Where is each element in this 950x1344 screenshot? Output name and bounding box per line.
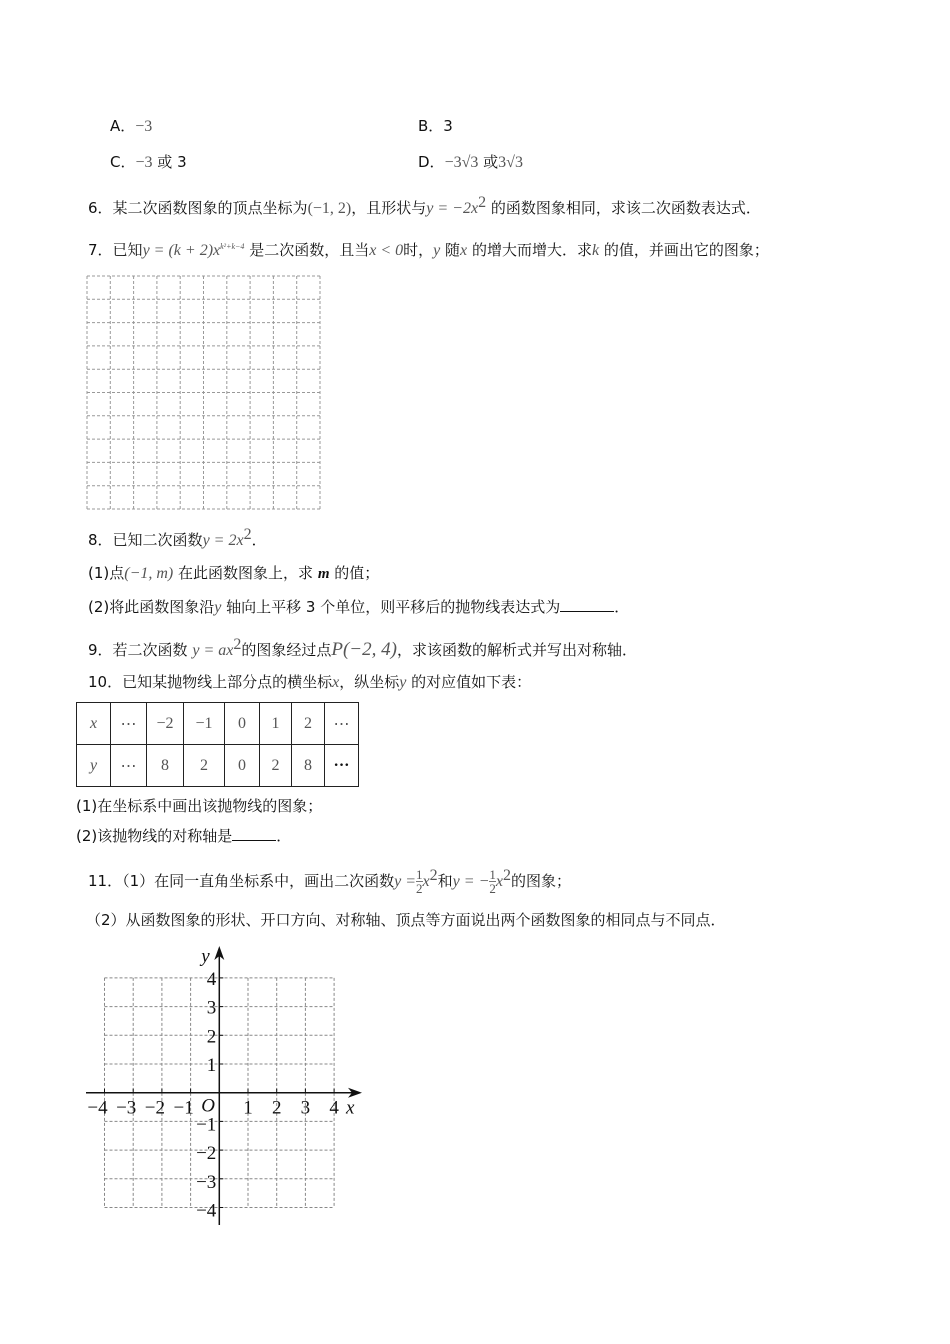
x-tick-label: −2 [144, 1097, 166, 1119]
option-label: B． [418, 117, 444, 135]
coordinate-plane [80, 940, 380, 1232]
question-8: 8．已知二次函数$y = 2x^2$． [88, 526, 267, 549]
question-10-part-2: (2)该抛物线的对称轴是 ． [76, 827, 292, 845]
x-axis-label: x [346, 1097, 355, 1119]
option-value2: 3 [177, 153, 187, 171]
option-value: −3 [135, 118, 153, 135]
y-axis-label: y [201, 946, 210, 967]
question-11: 11．（1）在同一直角坐标系中，画出二次函数y = $\frac{1}{2}$ $x^2$和y = − $\frac{1}{2}$ $x^2$的图象； [88, 867, 571, 896]
x-tick-label: −1 [173, 1097, 194, 1119]
option-sep: 或 [483, 153, 499, 171]
option-a[interactable] [110, 116, 152, 137]
x-tick-label: 3 [300, 1097, 311, 1119]
option-value: −3 [135, 154, 153, 171]
x-tick-label: 2 [271, 1097, 282, 1119]
y-tick-label: 1 [206, 1055, 217, 1076]
option-value: 3 [443, 117, 453, 135]
question-6: 6．某二次函数图象的顶点坐标为(−1, 2)，且形状与$y = -2x^2$ 的函数图象相同，求该二次函数表达式． [88, 194, 761, 217]
answer-blank[interactable] [560, 597, 614, 612]
table-row-y: y ⋯ 8 2 0 2 8 ··· [77, 745, 359, 787]
origin-label: O [201, 1095, 216, 1117]
x-tick-label: 1 [243, 1097, 253, 1119]
value-table [76, 702, 359, 787]
table-row-x: x ⋯ −2 −1 0 1 2 ⋯ [77, 703, 359, 745]
question-8-part-1: (1)点(−1, m) 在此函数图象上，求 m 的值； [88, 564, 380, 582]
option-b[interactable] [418, 116, 453, 136]
y-tick-label: 2 [206, 1026, 217, 1048]
option-sep: 或 [157, 153, 173, 171]
y-tick-label: 4 [206, 968, 217, 990]
option-label: C． [110, 153, 136, 171]
question-11-part-2: （2）从函数图象的形状、开口方向、对称轴、顶点等方面说出两个函数图象的相同点与不同点． [86, 911, 726, 929]
question-9: 9．若二次函数 $y = ax^2$的图象经过点P(−2, 4)，求该函数的解析式并写出对称轴． [88, 636, 637, 660]
y-tick-label: −4 [196, 1200, 217, 1222]
option-d[interactable] [418, 152, 523, 173]
x-tick-label: −4 [87, 1097, 108, 1119]
answer-blank[interactable] [232, 826, 276, 841]
y-tick-label: −1 [196, 1114, 217, 1136]
x-tick-label: 4 [329, 1097, 339, 1119]
question-10-part-1: (1)在坐标系中画出该抛物线的图象； [76, 797, 323, 815]
option-c[interactable] [110, 152, 187, 173]
question-8-part-2: (2)将此函数图象沿y 轴向上平移 3 个单位，则平移后的抛物线表达式为 ． [88, 598, 630, 616]
option-value: −3√3 [444, 154, 479, 171]
question-10: 10．已知某抛物线上部分点的横坐标x，纵坐标y 的对应值如下表： [88, 673, 532, 691]
option-label: A． [110, 117, 136, 135]
option-label: D． [418, 153, 445, 171]
y-tick-label: 3 [206, 997, 217, 1019]
y-tick-label: −2 [196, 1143, 217, 1165]
blank-grid [86, 275, 322, 511]
x-tick-label: −3 [116, 1097, 137, 1119]
y-tick-label: −3 [196, 1171, 217, 1193]
option-value2: 3√3 [498, 154, 523, 171]
question-7: 7．已知$y = (k + 2)x^{k^2+k-4}$ 是二次函数，且当x < 0时，y 随x 的增大而增大．求k 的值，并画出它的图象； [88, 241, 769, 259]
